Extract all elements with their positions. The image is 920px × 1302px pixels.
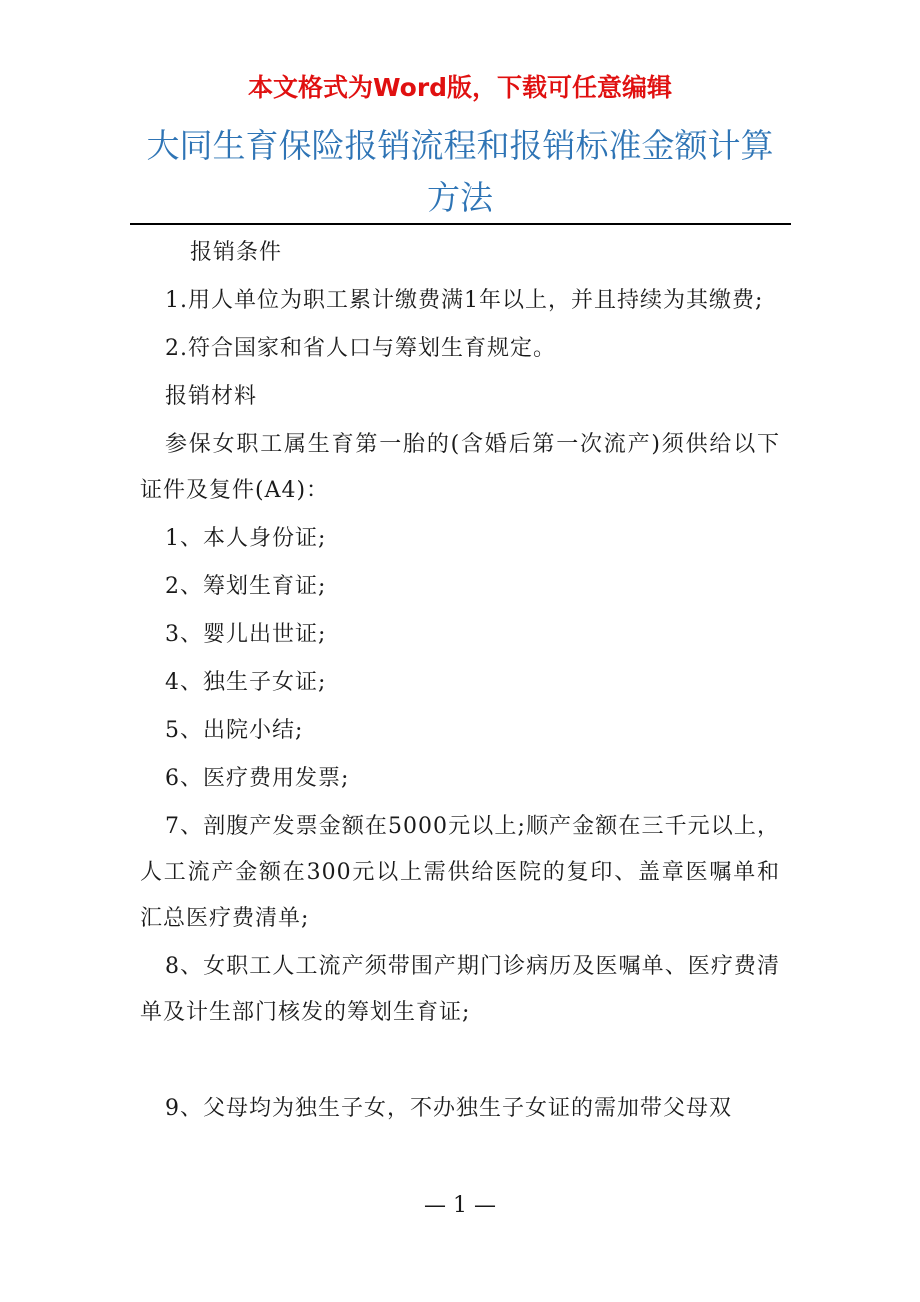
list-item-4: 4、独生子女证;	[165, 670, 327, 695]
list-item-9: 9、父母均为独生子女，不办独生子女证的需加带父母双	[165, 1096, 732, 1121]
download-banner: 本文格式为Word版，下载可任意编辑	[247, 73, 673, 102]
list-item-5: 5、出院小结;	[165, 718, 304, 743]
list-item-2: 2、筹划生育证;	[165, 574, 327, 599]
page-number: — 1 —	[424, 1193, 496, 1218]
list-item-8: 8、女职工人工流产须带围产期门诊病历及医嘱单、医疗费清单及计生部门核发的筹划生育证;	[140, 954, 780, 1025]
document-body	[140, 230, 780, 1134]
paragraph-materials-heading: 报销材料	[165, 384, 258, 409]
list-item-1: 1、本人身份证;	[165, 526, 327, 551]
list-item-3: 3、婴儿出世证;	[165, 622, 327, 647]
title-divider	[130, 223, 791, 225]
document-title: 大同生育保险报销流程和报销标准金额计算方法	[146, 126, 774, 217]
list-item-6: 6、医疗费用发票;	[165, 766, 350, 791]
paragraph-condition-2: 2.符合国家和省人口与筹划生育规定。	[165, 336, 556, 361]
paragraph-materials-intro: 参保女职工属生育第一胎的(含婚后第一次流产)须供给以下证件及复件(A4)：	[140, 432, 780, 503]
paragraph-conditions-heading: 报销条件	[190, 240, 283, 265]
paragraph-spacer	[140, 1038, 780, 1086]
paragraph-condition-1: 1.用人单位为职工累计缴费满1年以上，并且持续为其缴费;	[165, 288, 764, 313]
list-item-7: 7、剖腹产发票金额在5000元以上;顺产金额在三千元以上，人工流产金额在300元以上需供给医院的复印、盖章医嘱单和汇总医疗费清单;	[140, 814, 780, 931]
